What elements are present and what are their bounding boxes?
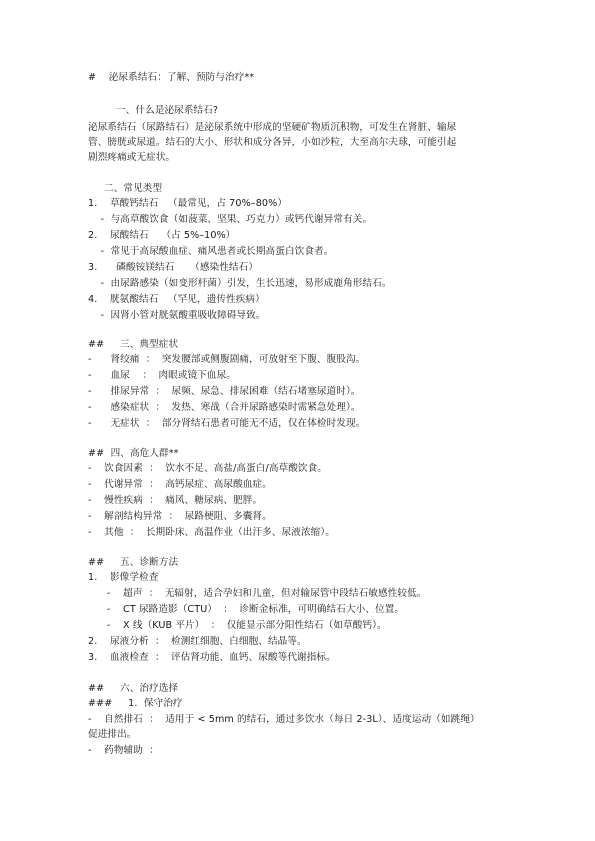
section-2-item-6: - 由尿路感染（如变形杆菌）引发，生长迅速，易形成鹿角形结石。 [88, 278, 392, 289]
section-3-item-1: - 肾绞痛 ： 突发腰部或侧腹剧痛，可放射至下腹、腹股沟。 [88, 354, 366, 365]
section-2-item-7: 4. 胱氨酸结石 （罕见，遗传性疾病） [88, 294, 265, 305]
section-2-item-8: - 因肾小管对胱氨酸重吸收障碍导致。 [88, 310, 266, 321]
section-4-heading: ## 四、高危人群** [88, 448, 179, 459]
section-3-item-5: - 无症状 ： 部分肾结石患者可能无不适，仅在体检时发现。 [88, 418, 366, 429]
section-3-item-3: - 排尿异常 ： 尿频、尿急、排尿困难（结石堵塞尿道时）。 [88, 386, 361, 397]
section-4-item-5: - 其他 ： 长期卧床、高温作业（出汗多、尿液浓缩）。 [88, 527, 335, 538]
section-1-paragraph-line-2: 管、膀胱或尿道。结石的大小、形状和成分各异，小如沙粒，大至高尔夫球，可能引起 [88, 137, 457, 148]
section-6-subheading: ### 1. 保守治疗 [88, 698, 183, 709]
section-6-line-3: - 药物辅助 ： [88, 745, 159, 756]
section-1-paragraph-line-3: 剧烈疼痛或无症状。 [88, 152, 176, 163]
section-2-item-2: - 与高草酸饮食（如菠菜、坚果、巧克力）或钙代谢异常有关。 [88, 214, 373, 225]
document-title: # 泌尿系结石：了解、预防与治疗** [88, 72, 255, 83]
section-1-paragraph-line-1: 泌尿系结石（尿路结石）是泌尿系统中形成的坚硬矿物质沉积物，可发生在肾脏、输尿 [88, 122, 457, 133]
section-3-item-4: - 感染症状 ： 发热、寒战（合并尿路感染时需紧急处理）。 [88, 402, 361, 413]
section-5-item-1: 1. 影像学检查 [88, 572, 159, 583]
section-6-line-1: - 自然排石 ： 适用于 < 5mm 的结石，通过多饮水（每日 2-3L）、适度运动（如跳绳） [88, 714, 480, 725]
section-2-heading: 二、常见类型 [104, 183, 163, 194]
section-4-item-4: - 解剖结构异常 ： 尿路梗阻、多囊肾。 [88, 511, 272, 522]
section-6-line-2: 促进排出。 [88, 729, 137, 740]
section-1-heading: 一、什么是泌尿系结石? [116, 105, 219, 116]
section-2-item-3: 2. 尿酸结石 （占 5%–10%） [88, 230, 236, 241]
section-4-item-1: - 饮食因素 ： 饮水不足、高盐/高蛋白/高草酸饮食。 [88, 463, 327, 474]
section-2-item-1: 1. 草酸钙结石 （最常见，占 70%–80%） [88, 198, 288, 209]
section-5-item-2: - 超声 ： 无辐射，适合孕妇和儿童，但对输尿管中段结石敏感性较低。 [88, 588, 427, 599]
section-6-heading: ## 六、治疗选择 [88, 683, 179, 694]
section-2-item-5: 3. 磷酸铵镁结石 （感染性结石） [88, 262, 259, 273]
section-5-item-6: 3. 血液检查 ： 评估肾功能、血钙、尿酸等代谢指标。 [88, 652, 336, 663]
section-5-item-5: 2. 尿液分析 ： 检测红细胞、白细胞、结晶等。 [88, 636, 307, 647]
section-4-item-3: - 慢性疾病 ： 痛风、糖尿病、肥胖。 [88, 495, 263, 506]
section-2-item-4: - 常见于高尿酸血症、痛风患者或长期高蛋白饮食者。 [88, 246, 334, 257]
section-5-heading: ## 五、诊断方法 [88, 557, 179, 568]
section-3-heading: ## 三、典型症状 [88, 339, 179, 350]
section-3-item-2: - 血尿 ： 肉眼或镜下血尿。 [88, 370, 236, 381]
section-5-item-4: - X 线（KUB 平片） ： 仅能显示部分阳性结石（如草酸钙）。 [88, 620, 387, 631]
section-5-item-3: - CT 尿路造影（CTU） ： 诊断金标准，可明确结石大小、位置。 [88, 604, 405, 615]
section-4-item-2: - 代谢异常 ： 高钙尿症、高尿酸血症。 [88, 479, 272, 490]
